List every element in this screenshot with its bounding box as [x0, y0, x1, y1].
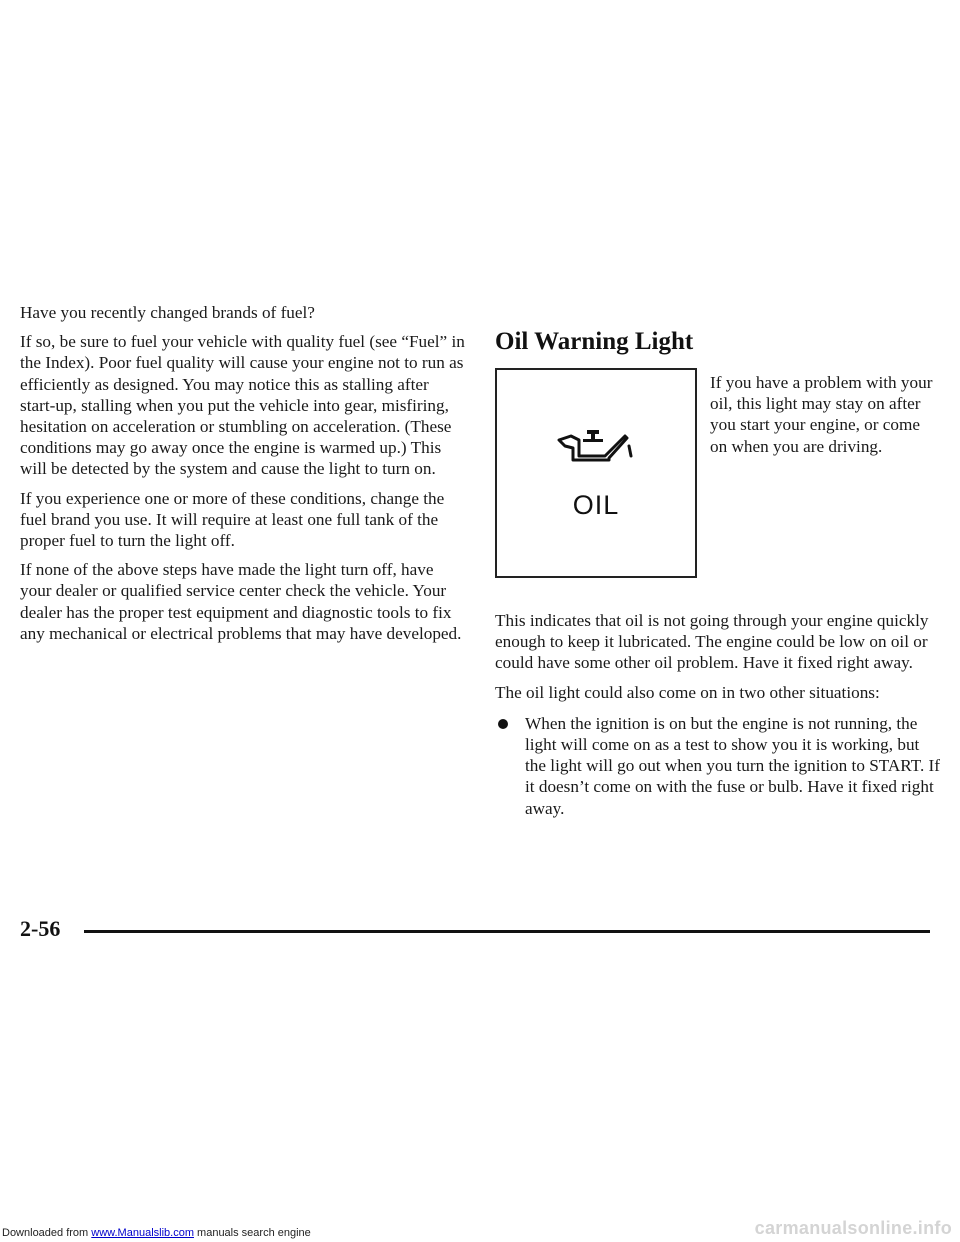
bullet-icon: [498, 719, 508, 729]
oil-warning-section: [495, 326, 940, 358]
left-column: [20, 302, 465, 652]
oil-label: OIL: [572, 490, 620, 520]
watermark: carmanualsonline.info: [754, 1218, 952, 1238]
paragraph-change-brand: If you experience one or more of these conditions, change the fuel brand you use. It will require at least one full tank of the proper fuel to turn the light off.: [20, 488, 445, 551]
download-suffix: manuals search engine: [193, 1227, 311, 1239]
oil-light-description: If you have a problem with your oil, this light may stay on after you start your engine, or come on when you are driving.: [710, 373, 933, 456]
manualslib-link[interactable]: www.Manualslib.com: [91, 1227, 194, 1239]
paragraph-fuel-question: Have you recently changed brands of fuel?: [20, 303, 315, 322]
download-prefix: Downloaded from: [2, 1227, 92, 1239]
download-source-line: [2, 1226, 311, 1240]
paragraph-fuel-quality: If so, be sure to fuel your vehicle with quality fuel (see “Fuel” in the Index). Poor fuel quality will cause your engine not to run as efficiently as designed. You may notice this as stalling after start-up, stalling when you put the vehicle into gear, misfiring, hesitation on acceleration or stumbling on acceleration. (These conditions may go away once the engine is warmed up.) This will be detected by the system and cause the light to turn on.: [20, 332, 465, 479]
list-item: [495, 713, 940, 819]
oil-warning-body: [495, 610, 940, 819]
paragraph-other-situations: The oil light could also come on in two other situations:: [495, 682, 880, 702]
page-footer: [20, 916, 930, 946]
oil-warning-light-box: [495, 368, 697, 578]
paragraph-dealer-check: If none of the above steps have made the light turn off, have your dealer or qualified service center check the vehicle. Your dealer has the proper test equipment and diagnostic tools to fix any mechanical or electrical problems that may have developed.: [20, 560, 462, 643]
oil-can-icon: [557, 426, 633, 466]
paragraph-oil-indicates: This indicates that oil is not going through your engine quickly enough to keep it lubricated. The engine could be low on oil or could have some other oil problem. Have it fixed right away.: [495, 611, 929, 673]
footer-divider: [84, 930, 930, 933]
bullet-text: When the ignition is on but the engine is not running, the light will come on as a test to show you it is working, but the light will go out when you turn the ignition to START. If it doesn’t come on with the fuse or bulb. Have it fixed right away.: [525, 713, 940, 818]
page-number: 2-56: [20, 916, 61, 941]
section-title: Oil Warning Light: [495, 328, 694, 355]
